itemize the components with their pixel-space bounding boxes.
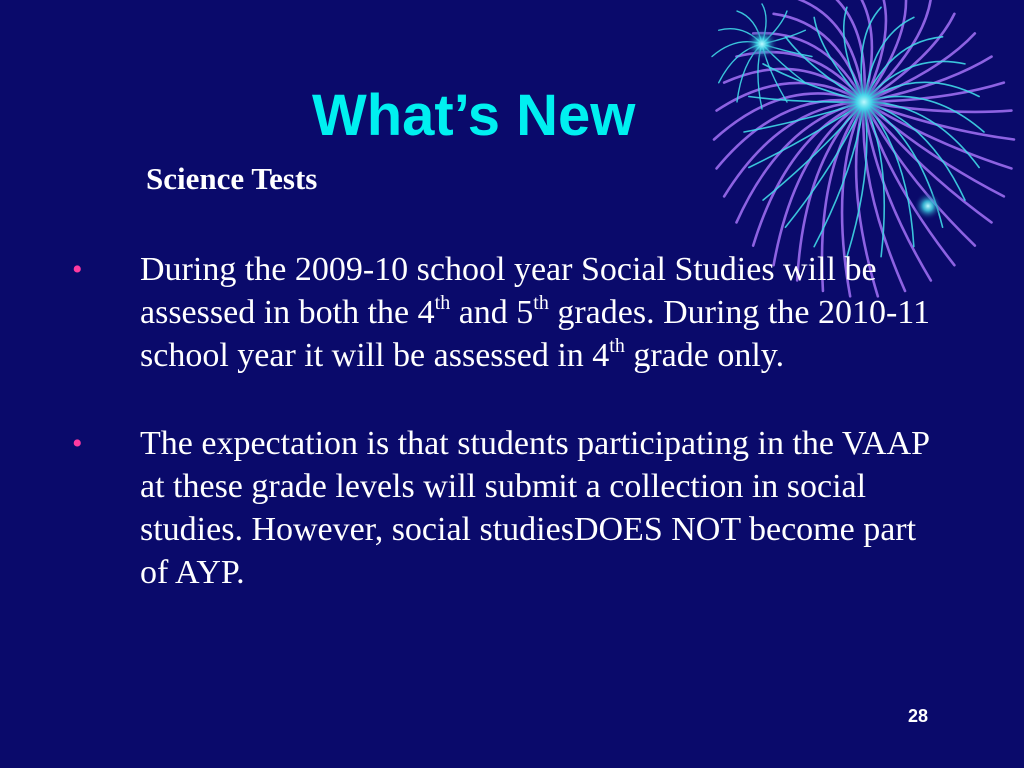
bullet-text: The expectation is that students participating in the VAAP at these grade levels will submit a collection in social studies. However, social studiesDOES NOT become part of AYP. bbox=[140, 425, 929, 591]
bullet-item bbox=[72, 422, 932, 594]
slide-subtitle: Science Tests bbox=[146, 161, 318, 196]
bullet-text: During the 2009-10 school year Social Studies will be assessed in both the 4th and 5th grades. During the 2010-11 school year it will be assessed in 4th grade only. bbox=[140, 251, 931, 374]
page-number: 28 bbox=[908, 706, 929, 726]
superscript: th bbox=[609, 335, 625, 357]
slide-title: What’s New bbox=[312, 83, 636, 148]
bullet-item bbox=[72, 248, 932, 377]
bullet-list bbox=[72, 248, 932, 594]
superscript: th bbox=[434, 292, 451, 314]
superscript: th bbox=[533, 292, 549, 314]
bullet-icon: • bbox=[72, 253, 83, 286]
bullet-icon: • bbox=[72, 427, 83, 460]
